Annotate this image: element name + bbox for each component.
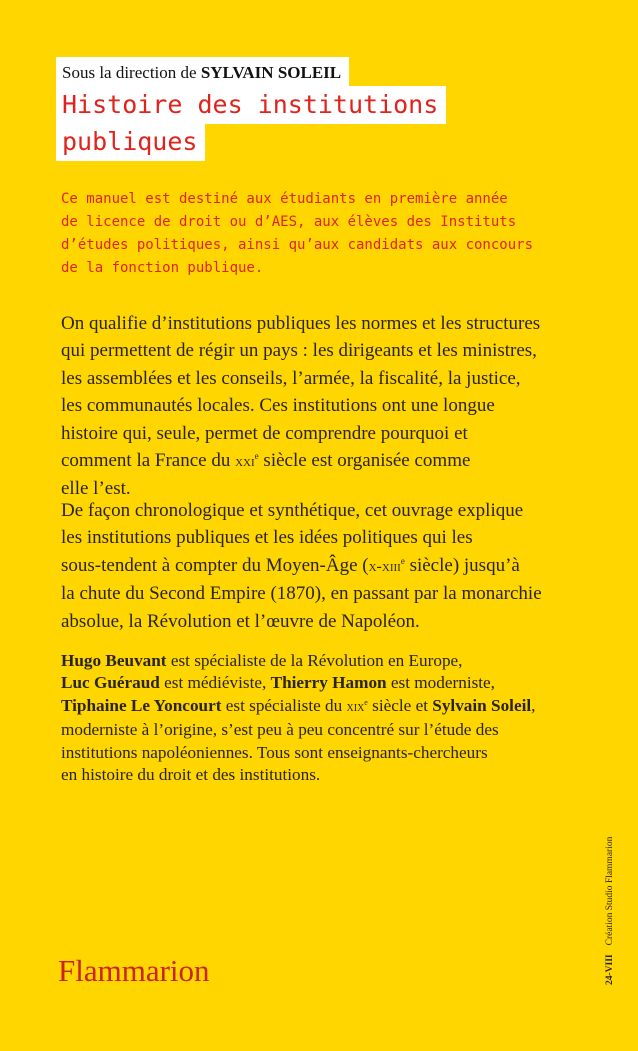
editor-name: SYLVAIN SOLEIL — [200, 63, 342, 82]
blurb-line: de licence de droit ou d’AES, aux élèves des Instituts — [61, 214, 517, 230]
spine-credit — [604, 837, 616, 985]
blurb-line: Ce manuel est destiné aux étudiants en première année — [61, 191, 508, 207]
text-segment: sous-tendent à compter du Moyen-Âge ( — [61, 554, 369, 576]
bio-line: en histoire du droit et des institutions. — [61, 765, 321, 785]
text-segment: siècle) jusqu’à — [409, 554, 520, 576]
editor-line — [56, 57, 349, 87]
paragraph-line: les institutions publiques et les idées politiques qui les — [61, 527, 473, 549]
text-segment: , — [531, 695, 536, 715]
century-superscript: e — [364, 697, 368, 707]
bio-line: moderniste à l’origine, s’est peu à peu concentré sur l’étude des — [61, 720, 499, 740]
paragraph-line: absolue, la Révolution et l’œuvre de Napoléon. — [61, 610, 420, 632]
paragraph-line: la chute du Second Empire (1870), en passant par la monarchie — [61, 583, 542, 605]
text-segment: est spécialiste de la Révolution en Europe, — [170, 651, 463, 670]
paragraph-line: On qualifie d’institutions publiques les normes et les structures — [61, 313, 541, 334]
text-segment: est spécialiste du — [225, 695, 343, 715]
book-title-line-2: publiques — [56, 123, 205, 161]
audience-blurb — [61, 188, 621, 280]
author-name: Thierry Hamon — [270, 673, 387, 693]
century-numeral: xix — [346, 699, 365, 715]
description-paragraph-2 — [61, 497, 621, 635]
century-superscript: e — [400, 555, 405, 566]
description-paragraph-1 — [61, 310, 621, 503]
bio-line: institutions napoléoniennes. Tous sont enseignants-chercheurs — [61, 742, 488, 762]
book-title-line-1: Histoire des institutions — [56, 86, 446, 124]
text-segment: est médiéviste, — [164, 673, 267, 693]
author-name: Tiphaine Le Yoncourt — [61, 695, 222, 715]
direction-prefix: Sous la direction de — [62, 63, 197, 82]
century-numeral: x-xiii — [368, 557, 401, 575]
authors-bio — [61, 650, 621, 786]
bio-line — [61, 672, 621, 694]
paragraph-line: les communautés locales. Ces institutions ont une longue — [61, 395, 495, 417]
century-superscript: e — [254, 451, 259, 462]
blurb-line: de la fonction publique. — [61, 260, 264, 276]
paragraph-line: les assemblées et les conseils, l’armée, la fiscalité, la justice, — [61, 367, 521, 389]
paragraph-line: histoire qui, seule, permet de comprendre pourquoi et — [61, 422, 468, 444]
paragraph-line: qui permettent de régir un pays : les dirigeants et les ministres, — [61, 340, 537, 362]
paragraph-line — [61, 552, 621, 580]
design-credit: Création Studio Flammarion — [605, 836, 615, 946]
print-code: 24-VIII — [605, 954, 615, 985]
text-segment: siècle est organisée comme — [263, 450, 471, 472]
text-segment: siècle et — [372, 695, 428, 715]
paragraph-line: De façon chronologique et synthétique, cet ouvrage explique — [61, 500, 524, 521]
bio-line — [61, 650, 621, 672]
author-name: Luc Guéraud — [61, 673, 160, 693]
bio-line — [61, 695, 621, 719]
publisher-logo: Flammarion — [58, 953, 210, 988]
century-numeral: xxi — [235, 453, 255, 471]
author-name: Hugo Beuvant — [61, 651, 167, 670]
text-segment: comment la France du — [61, 450, 231, 472]
author-name: Sylvain Soleil — [432, 695, 532, 715]
paragraph-line: elle l’est. — [61, 478, 131, 500]
text-segment: est moderniste, — [390, 673, 495, 693]
blurb-line: d’études politiques, ainsi qu’aux candidats aux concours — [61, 237, 534, 253]
paragraph-line — [61, 447, 621, 475]
